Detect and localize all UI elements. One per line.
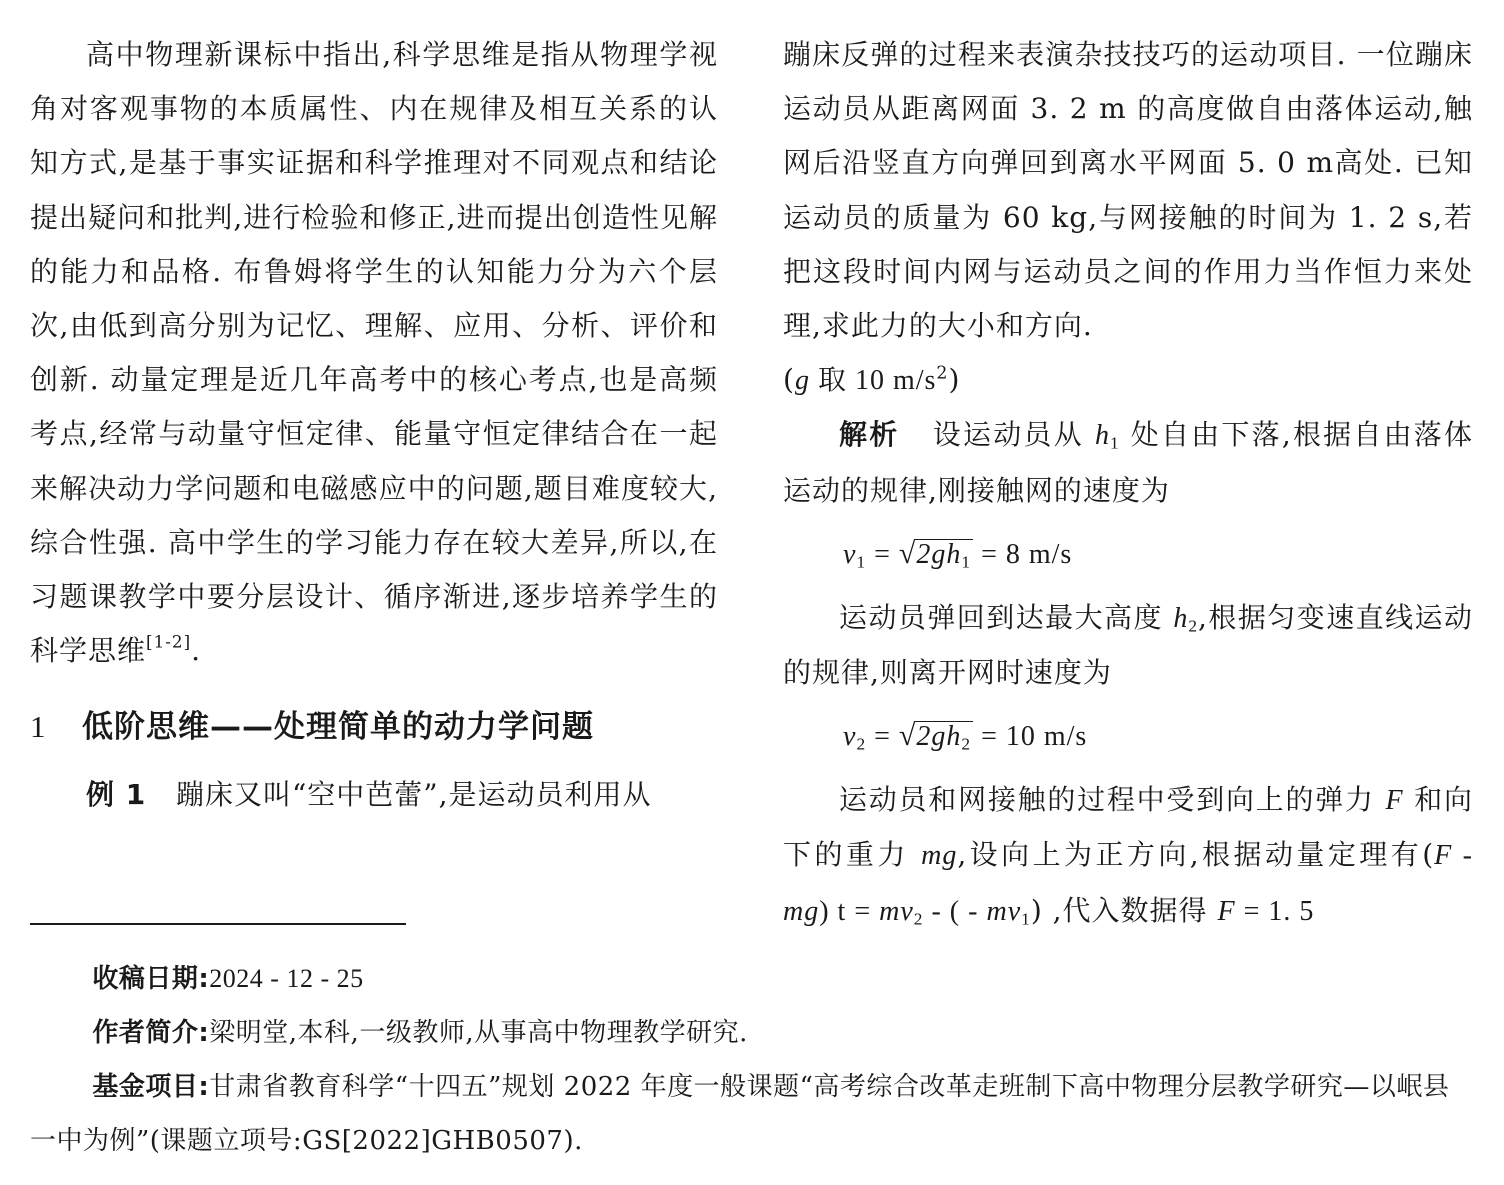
example-text: 蹦床又叫“空中芭蕾”,是运动员利用从 (175, 778, 652, 812)
paragraph3-var-mg: mg (921, 840, 958, 872)
sqrt-icon: √ (898, 719, 917, 753)
eq-mv2: mv (879, 895, 914, 927)
intro-paragraph (30, 28, 718, 678)
fund-label: 基金项目: (92, 1072, 210, 1102)
formula2-root: 2gh (916, 721, 962, 753)
formula-v2 (783, 706, 1473, 767)
paragraph2-var-h: h (1173, 602, 1189, 634)
fund-value: 甘肃省教育科学“十四五”规划 2022 年度一般课题“高考综合改革走班制下高中物理分层教学研究—以岷县一中为例”(课题立项号:GS[2022]GHB0507). (30, 1072, 1450, 1156)
eq-end: ) ,代入数据得 (1030, 893, 1218, 927)
intro-text: 高中物理新课标中指出,科学思维是指从物理学视角对客观事物的本质属性、内在规律及相互关系的认知方式,是基于事实证据和科学推理对不同观点和结论提出疑问和批判,进行检验和修正,进而提出创造性见解的能力和品格. 布鲁姆将学生的认知能力分为六个层次,由低到高分别为记忆、理解、应用、分析、评价和创新. 动量定理是近几年高考中的核心考点,也是高频考点,经常与动量守恒定律、能量守恒定律结合在一起来解决动力学问题和电磁感应中的问题,题目难度较大,综合性强. 高中学生的学习能力存在较大差异,所以,在习题课教学中要分层设计、循序渐进,逐步培养学生的科学思维 (30, 38, 718, 668)
analysis-label: 解析 (839, 418, 900, 452)
formula2-lhs-sub: 2 (856, 734, 867, 754)
author-label: 作者简介: (92, 1018, 210, 1048)
formula1-eq: = (866, 538, 899, 570)
eq-minus: - (1452, 840, 1473, 872)
example-continued-text: 蹦床反弹的过程来表演杂技技巧的运动项目. 一位蹦床运动员从距离网面 3. 2 m 的高度做自由落体运动,触网后沿竖直方向弹回到离水平网面 5. 0 m高处. 已知运动员的质量为 60 kg,与网接触的时间为 1. 2 s,若把这段时间内网与运动员之间的作用力当作恒力来处理,求此力的大小和方向. (783, 38, 1473, 343)
paragraph3-part1: 运动员和网接触的过程中受到向上的弹力 (839, 783, 1386, 817)
formula1-root-sub: 1 (961, 552, 972, 572)
formula1-lhs-sub: 1 (856, 552, 867, 572)
formula2-root-sub: 2 (961, 734, 972, 754)
given-var-g: g (794, 365, 810, 397)
formula1-root: 2gh (916, 538, 962, 570)
sqrt-icon: √ (898, 536, 917, 570)
eq-mv1: mv (986, 895, 1022, 927)
eq-close-t: ) t = (819, 895, 880, 927)
intro-end: . (191, 634, 202, 668)
paragraph-2 (783, 591, 1473, 700)
author-value: 梁明堂,本科,一级教师,从事高中物理教学研究. (209, 1018, 748, 1048)
paragraph3-part3: ,设向上为正方向,根据动量定理有( (957, 838, 1435, 872)
left-column (30, 28, 718, 823)
formula1-rhs: = 8 m/s (973, 538, 1073, 570)
received-label: 收稿日期: (92, 964, 210, 994)
footnote-fund (30, 1060, 1474, 1168)
formula-v1 (783, 524, 1473, 585)
example-label: 例 1 (86, 778, 147, 812)
section-title: 低阶思维——处理简单的动力学问题 (82, 709, 594, 746)
formula2-radicand (914, 721, 973, 752)
analysis-part1: 设运动员从 (932, 418, 1095, 452)
analysis-part2: 处自由下落,根据自由落体运动的规律,刚接触网的速度为 (783, 418, 1474, 507)
example-continued (783, 28, 1473, 353)
given-open: ( (783, 363, 795, 397)
analysis-sub: 1 (1109, 433, 1120, 453)
given-sup: 2 (936, 363, 949, 384)
formula1-radicand (914, 539, 973, 570)
section-heading (30, 700, 718, 754)
example-paragraph (30, 768, 718, 822)
footnote-divider (30, 923, 406, 925)
section-number: 1 (30, 709, 47, 745)
paragraph3-var-F: F (1385, 785, 1404, 817)
citation-ref: [1-2] (146, 631, 192, 652)
formula2-eq: = (866, 721, 899, 753)
paragraph-3 (783, 773, 1473, 939)
paragraph2-sub: 2 (1188, 616, 1199, 636)
analysis-var-h: h (1094, 420, 1110, 452)
eq-value: = 1. 5 (1235, 895, 1315, 927)
eq-mg: mg (783, 895, 820, 927)
analysis-paragraph (783, 408, 1473, 517)
eq-mid: - ( - (923, 895, 987, 927)
formula1-lhs: v (843, 538, 857, 570)
eq-F: F (1434, 840, 1453, 872)
formula2-rhs: = 10 m/s (973, 721, 1088, 753)
given-text: 取 10 m/s (809, 365, 937, 397)
right-column (783, 28, 1473, 939)
footnotes (30, 952, 1474, 1168)
footnote-received (30, 952, 1474, 1006)
eq-sub1: 1 (1021, 908, 1031, 928)
footnote-author (30, 1006, 1474, 1060)
received-value: 2024 - 12 - 25 (209, 964, 364, 993)
paragraph2-part2: ,根据匀变速直线运动的规律,则离开网时速度为 (783, 600, 1474, 690)
eq-sub2: 2 (913, 908, 924, 928)
paragraph2-part1: 运动员弹回到达最大高度 (839, 600, 1174, 634)
formula2-lhs: v (843, 721, 857, 753)
paragraph3-part2: 和向下的重力 (783, 783, 1473, 872)
eq-F2: F (1217, 895, 1236, 927)
given-line (783, 353, 1473, 408)
given-close: ) (948, 363, 961, 397)
